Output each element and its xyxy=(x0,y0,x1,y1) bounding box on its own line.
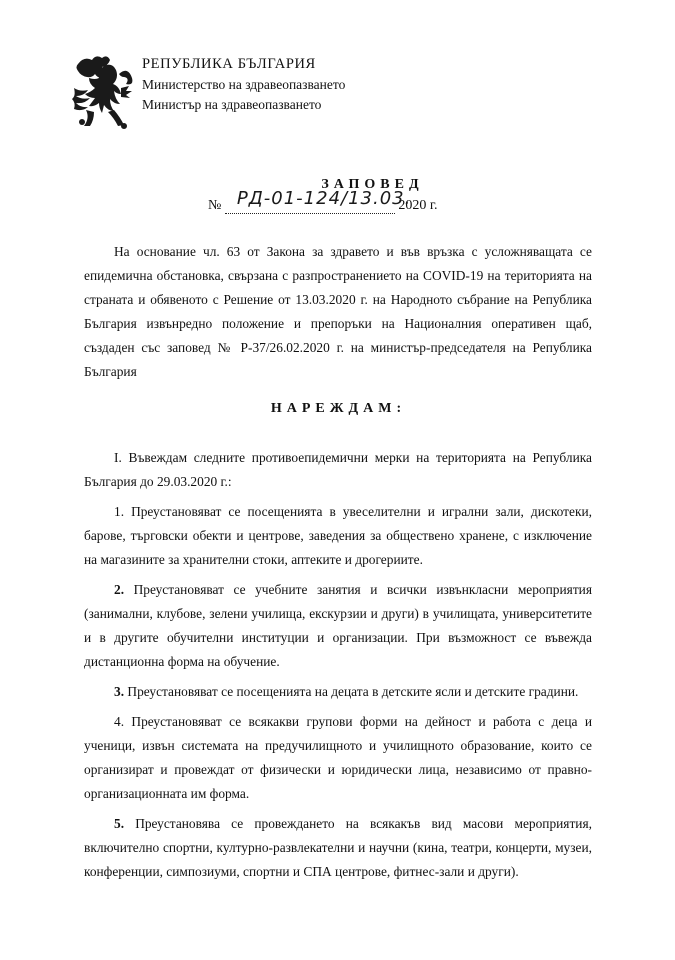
measure-number: 4. xyxy=(114,714,125,729)
measure-item xyxy=(84,710,592,806)
measure-text: Преустановява се провеждането на всякакъв вид масови мероприятия, включително спортни, културно-развлекателни и научни (кина, театри, концерти, музеи, конференции, симпозиуми, спортни и СПА центрове, фитнес-зали и други). xyxy=(84,816,592,879)
measure-item xyxy=(84,500,592,572)
order-number-row xyxy=(208,188,438,214)
measure-item xyxy=(84,578,592,674)
order-title-block xyxy=(0,177,675,213)
handwritten-order-number: РД-01-124/13.03. xyxy=(236,188,412,209)
measure-text: Преустановяват се посещенията в увеселителни и игрални зали, дискотеки, барове, търговски обекти и центрове, заведения за обществено хранене, с изключение на магазините за хранителни стоки, аптеките и дрогериите. xyxy=(84,504,592,567)
order-number-field xyxy=(225,188,412,214)
measures-section xyxy=(84,446,592,890)
measure-number: 2. xyxy=(114,582,125,597)
decree-heading: НАРЕЖДАМ: xyxy=(270,401,407,416)
measure-text: Преустановяват се учебните занятия и всички извънкласни мероприятия (занимални, клубове, зелени училища, екскурзии и други) в училищата, университетите и в другите обучителни институции и организации. При възможност се въвежда дистанционна форма на обучение. xyxy=(84,582,592,669)
measure-number: 1. xyxy=(114,504,125,519)
document-header xyxy=(142,56,345,117)
order-year: 2020 г. xyxy=(398,198,438,213)
minister-title: Министър на здравеопазването xyxy=(142,97,322,112)
measure-item xyxy=(84,812,592,884)
measure-number: 5. xyxy=(114,816,125,831)
section-text: Въвеждам следните противоепидемични мерки на територията на Република България до 29.03.2020 г.: xyxy=(84,450,592,489)
number-prefix: № xyxy=(208,198,222,213)
country-name: РЕПУБЛИКА БЪЛГАРИЯ xyxy=(142,56,316,72)
section-number: I. xyxy=(114,450,122,465)
preamble-section xyxy=(84,240,592,384)
measure-text: Преустановяват се посещенията на децата в детските ясли и детските градини. xyxy=(127,684,579,699)
ministry-name: Министерство на здравеопазването xyxy=(142,77,346,92)
bulgarian-lion-crest-icon xyxy=(64,52,136,134)
preamble-paragraph: На основание чл. 63 от Закона за здравето и във връзка с усложняващата се епидемична обстановка, свързана с разпространението на COVID-19 на територията на страната и обявеното с Решение от 13.03.2020 г. на Народното събрание на Република България извънредно положение и препоръки на Националния оперативен щаб, създаден със заповед № Р-37/26.02.2020 г. на министър-председателя на Република България xyxy=(84,244,592,379)
measure-item xyxy=(84,680,592,704)
order-title: ЗАПОВЕД xyxy=(321,177,424,192)
measure-number: 3. xyxy=(114,684,125,699)
measure-text: Преустановяват се всякакви групови форми на дейност и работа с деца и ученици, извън системата на предучилищното и училищното образование, които се организират и провеждат от физически и юридически лица, независимо от правно-организационната им форма. xyxy=(84,714,592,801)
section-one-paragraph xyxy=(84,446,592,494)
